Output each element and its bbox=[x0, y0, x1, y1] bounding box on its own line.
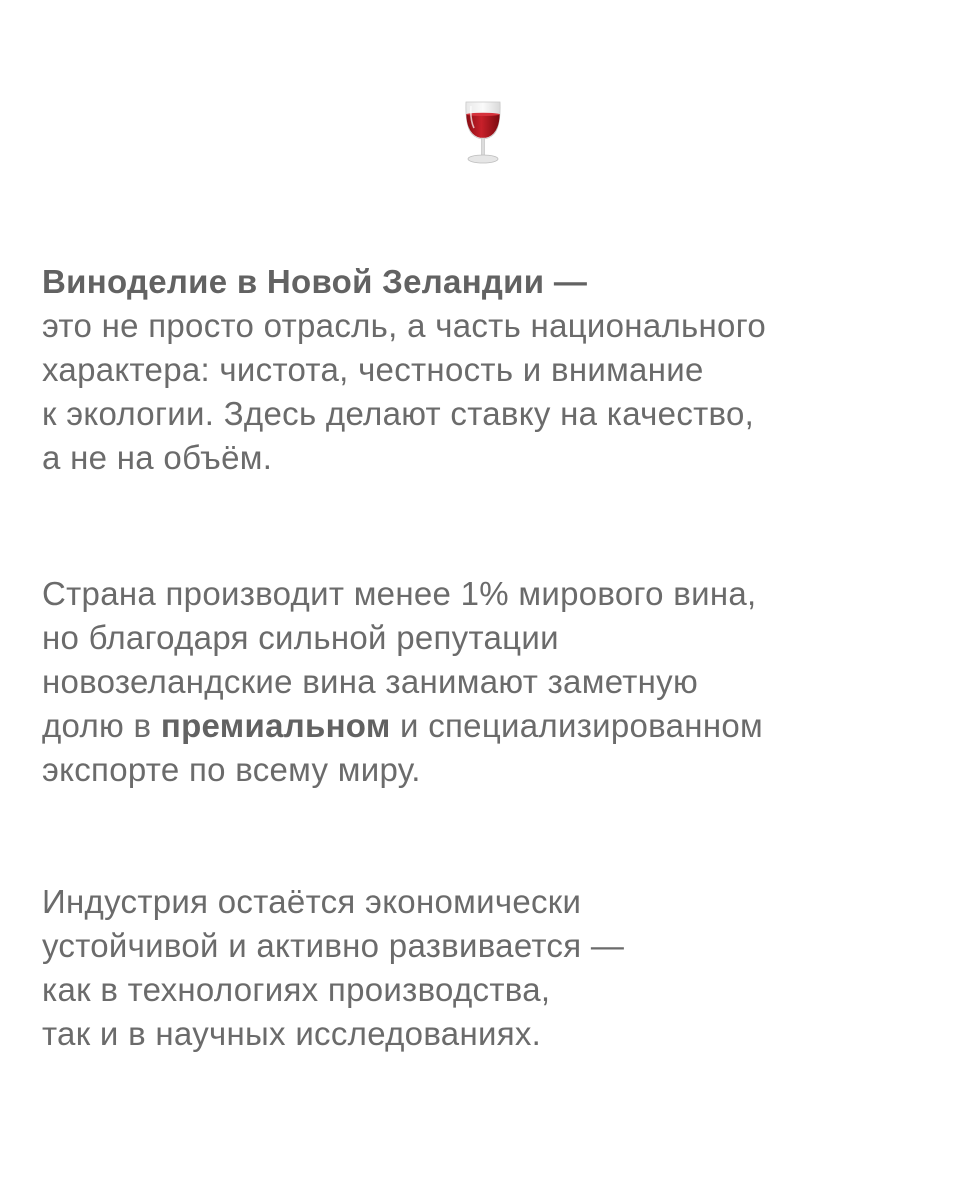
intro-paragraph bbox=[42, 260, 922, 480]
export-paragraph bbox=[42, 572, 922, 792]
export-line: Страна производит менее 1% мирового вина, bbox=[42, 575, 757, 612]
intro-line: а не на объём. bbox=[42, 439, 273, 476]
premium-highlight: премиальном bbox=[160, 707, 391, 744]
export-text: и специализированном bbox=[390, 707, 763, 744]
industry-line: как в технологиях производства, bbox=[42, 971, 551, 1008]
industry-line: так и в научных исследованиях. bbox=[42, 1015, 542, 1052]
intro-line: это не просто отрасль, а часть национального bbox=[42, 307, 766, 344]
industry-paragraph bbox=[42, 880, 922, 1056]
intro-line: к экологии. Здесь делают ставку на качество, bbox=[42, 395, 755, 432]
intro-heading: Виноделие в Новой Зеландии — bbox=[42, 263, 588, 300]
intro-line: характера: чистота, честность и внимание bbox=[42, 351, 704, 388]
industry-line: Индустрия остаётся экономически bbox=[42, 883, 582, 920]
industry-line: устойчивой и активно развивается — bbox=[42, 927, 625, 964]
export-line: но благодаря сильной репутации bbox=[42, 619, 559, 656]
export-line bbox=[42, 704, 922, 748]
export-text: долю в bbox=[42, 707, 161, 744]
wine-glass-icon bbox=[462, 98, 504, 168]
export-line: экспорте по всему миру. bbox=[42, 751, 421, 788]
export-line: новозеландские вина занимают заметную bbox=[42, 663, 699, 700]
